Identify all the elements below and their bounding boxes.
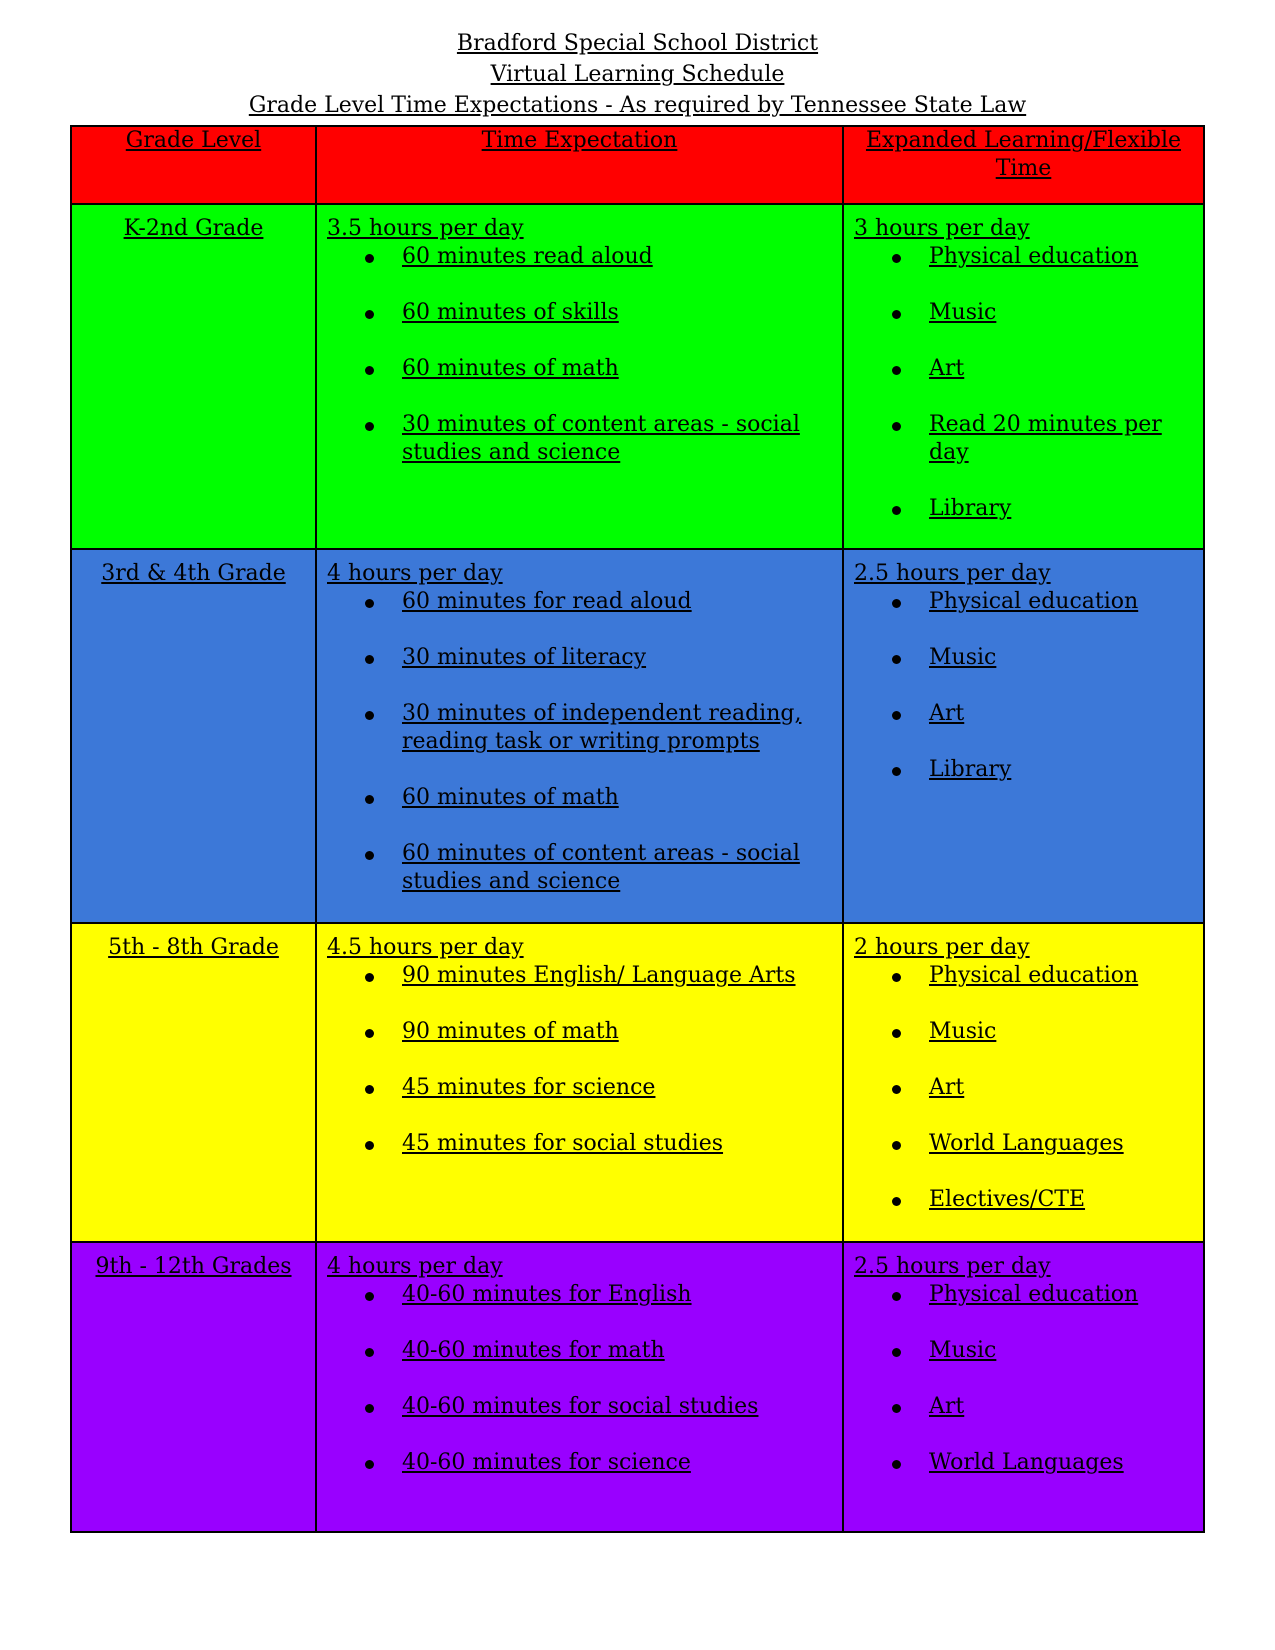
list-item: 60 minutes of skills [327, 299, 832, 327]
table-row-9-12 [71, 1242, 1204, 1532]
time-expectation-list [327, 243, 832, 467]
flexible-time-list [854, 588, 1193, 784]
time-expectation-cell [316, 549, 843, 923]
schedule-title: Virtual Learning Schedule [490, 62, 785, 87]
list-item: Electives/CTE [854, 1186, 1193, 1214]
list-item: World Languages [854, 1449, 1193, 1477]
list-item: Music [854, 1018, 1193, 1046]
table-row-k2 [71, 204, 1204, 549]
list-item: 60 minutes for read aloud [327, 588, 832, 616]
document-title-block [0, 28, 1275, 121]
grade-level-cell: 5th - 8th Grade [71, 923, 316, 1242]
column-header-expanded-learning: Expanded Learning/Flexible Time [843, 126, 1204, 204]
grade-level-cell: 9th - 12th Grades [71, 1242, 316, 1532]
column-header-grade-level: Grade Level [71, 126, 316, 204]
time-expectation-cell [316, 1242, 843, 1532]
list-item: Physical education [854, 588, 1193, 616]
flexible-time-cell [843, 204, 1204, 549]
time-expectation-total: 4.5 hours per day [327, 935, 524, 960]
flexible-time-cell [843, 549, 1204, 923]
list-item: 40-60 minutes for English [327, 1281, 832, 1309]
flexible-time-cell [843, 923, 1204, 1242]
time-expectation-cell [316, 204, 843, 549]
list-item: Physical education [854, 1281, 1193, 1309]
list-item: Music [854, 1337, 1193, 1365]
list-item: Library [854, 756, 1193, 784]
list-item: 90 minutes of math [327, 1018, 832, 1046]
list-item: 45 minutes for social studies [327, 1130, 832, 1158]
list-item: 60 minutes read aloud [327, 243, 832, 271]
flexible-time-total: 3 hours per day [854, 216, 1030, 241]
list-item: World Languages [854, 1130, 1193, 1158]
district-title: Bradford Special School District [456, 31, 819, 56]
flexible-time-list [854, 243, 1193, 523]
list-item: Art [854, 1074, 1193, 1102]
time-expectation-total: 3.5 hours per day [327, 216, 524, 241]
time-expectation-cell [316, 923, 843, 1242]
time-expectation-total: 4 hours per day [327, 1254, 503, 1279]
column-header-time-expectation: Time Expectation [316, 126, 843, 204]
list-item: Music [854, 299, 1193, 327]
list-item: Art [854, 700, 1193, 728]
schedule-subtitle: Grade Level Time Expectations - As required by Tennessee State Law [248, 93, 1027, 118]
schedule-table [70, 125, 1205, 1533]
list-item: 30 minutes of content areas - social studies and science [327, 411, 832, 467]
flexible-time-total: 2 hours per day [854, 935, 1030, 960]
grade-level-cell: 3rd & 4th Grade [71, 549, 316, 923]
table-row-5-8 [71, 923, 1204, 1242]
table-row-3-4 [71, 549, 1204, 923]
flexible-time-list [854, 962, 1193, 1214]
list-item: Physical education [854, 962, 1193, 990]
list-item: Physical education [854, 243, 1193, 271]
list-item: 60 minutes of content areas - social studies and science [327, 840, 832, 896]
list-item: 60 minutes of math [327, 784, 832, 812]
flexible-time-total: 2.5 hours per day [854, 561, 1051, 586]
time-expectation-list [327, 588, 832, 896]
list-item: 30 minutes of literacy [327, 644, 832, 672]
time-expectation-list [327, 1281, 832, 1477]
list-item: 40-60 minutes for social studies [327, 1393, 832, 1421]
grade-level-cell: K-2nd Grade [71, 204, 316, 549]
flexible-time-list [854, 1281, 1193, 1477]
list-item: 40-60 minutes for science [327, 1449, 832, 1477]
list-item: 90 minutes English/ Language Arts [327, 962, 832, 990]
time-expectation-total: 4 hours per day [327, 561, 503, 586]
list-item: 40-60 minutes for math [327, 1337, 832, 1365]
list-item: Music [854, 644, 1193, 672]
list-item: Art [854, 355, 1193, 383]
list-item: Read 20 minutes per day [854, 411, 1193, 467]
flexible-time-cell [843, 1242, 1204, 1532]
list-item: Library [854, 495, 1193, 523]
table-header-row [71, 126, 1204, 204]
list-item: 30 minutes of independent reading, reading task or writing prompts [327, 700, 832, 756]
flexible-time-total: 2.5 hours per day [854, 1254, 1051, 1279]
list-item: Art [854, 1393, 1193, 1421]
list-item: 45 minutes for science [327, 1074, 832, 1102]
list-item: 60 minutes of math [327, 355, 832, 383]
time-expectation-list [327, 962, 832, 1158]
